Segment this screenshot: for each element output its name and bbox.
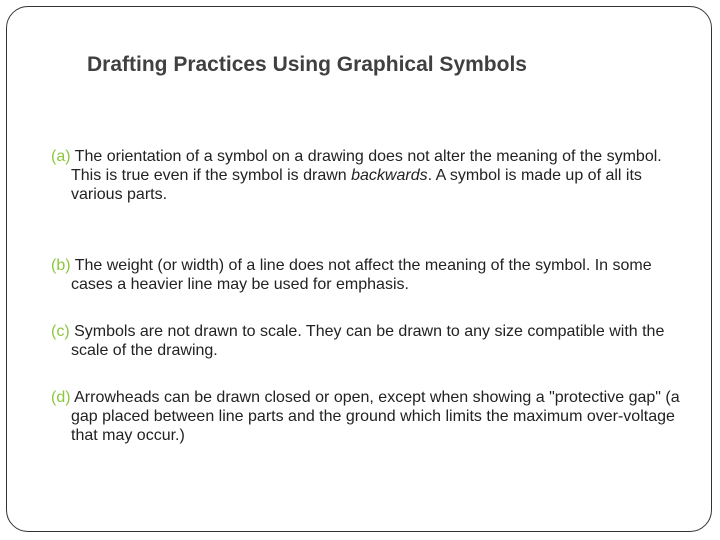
item-a-text: The orientation of a symbol on a drawing does not alter the meaning of the symbol. [74, 148, 662, 165]
slide-frame [6, 6, 712, 532]
item-a-cont-before: This is true even if the symbol is drawn [71, 167, 352, 184]
item-c-main [51, 322, 691, 360]
list-item-c [51, 322, 691, 360]
list-item-b [51, 256, 691, 294]
item-b-main [51, 256, 691, 294]
list-item-d [51, 388, 691, 445]
item-d-text: Arrowheads can be drawn closed or open, except when showing a "protective gap" (a gap placed between line parts and the ground which limits the maximum over-voltage that may occur.) [71, 389, 680, 444]
item-a-cont-emphasis: backwards [351, 167, 428, 184]
item-d-marker: (d) [51, 389, 71, 406]
item-b-text: The weight (or width) of a line does not affect the meaning of the symbol. In some cases a heavier line may be used for emphasis. [71, 257, 652, 293]
list-item-a [51, 147, 691, 204]
item-c-text: Symbols are not drawn to scale. They can be drawn to any size compatible with the scale of the drawing. [71, 323, 665, 359]
item-a-main [51, 147, 691, 166]
slide-title: Drafting Practices Using Graphical Symbols [87, 53, 527, 76]
item-c-marker: (c) [51, 323, 70, 340]
item-a-cont-after: . A symbol is made up of all its various parts. [71, 167, 642, 203]
item-a-marker: (a) [51, 148, 71, 165]
item-a-continuation [51, 166, 691, 204]
item-b-marker: (b) [51, 257, 71, 274]
item-d-main [51, 388, 691, 445]
